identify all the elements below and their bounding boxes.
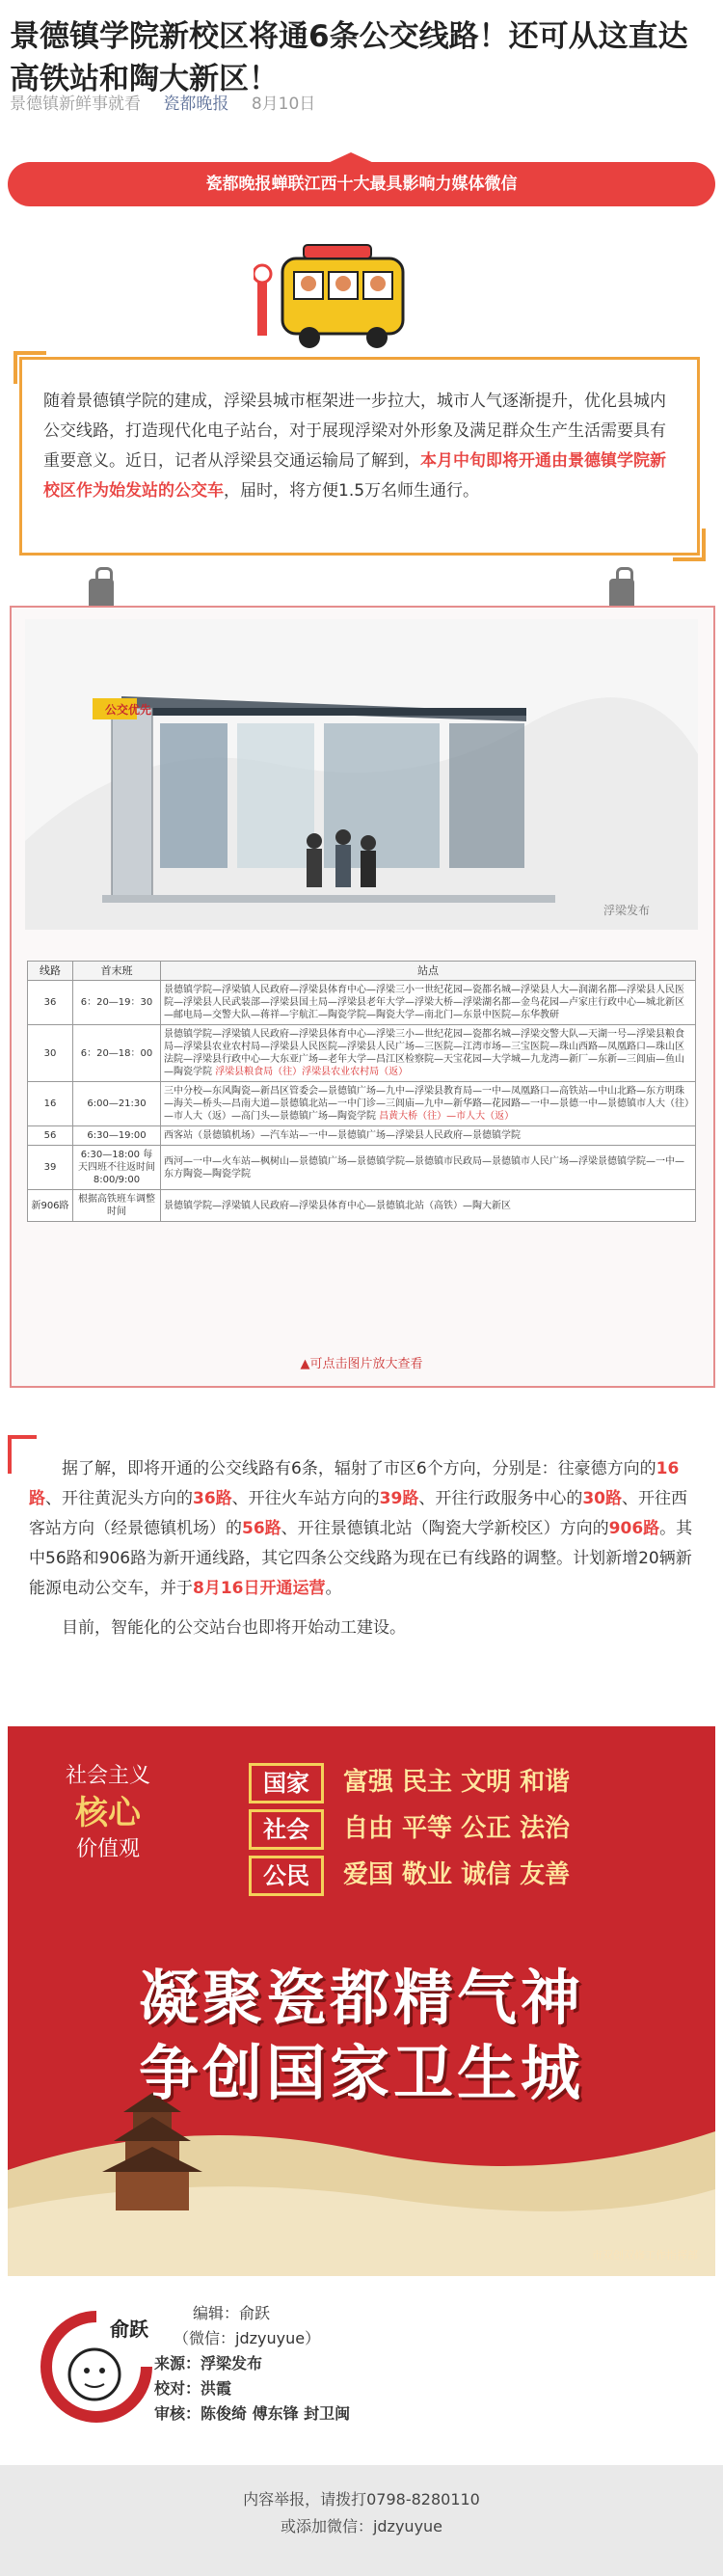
route-39-highlight: 39路 xyxy=(379,1489,419,1508)
route-time: 根据高铁班车调整时间 xyxy=(73,1190,161,1222)
text: 、开往黄泥头方向的 xyxy=(45,1489,193,1508)
footer-report xyxy=(0,2465,723,2576)
text: 、开往行政服务中心的 xyxy=(418,1489,583,1508)
logo-text: 俞跃 xyxy=(110,2318,148,2341)
values-row xyxy=(249,1759,673,1805)
article-meta xyxy=(10,90,333,114)
account-link[interactable]: 瓷都晚报 xyxy=(163,95,229,114)
media-banner: 瓷都晚报蝉联江西十大最具影响力媒体微信 xyxy=(8,162,715,206)
footer-report-wechat: 或添加微信：jdzyuyue xyxy=(280,2517,443,2535)
values-tag: 公民 xyxy=(249,1856,324,1896)
route-time: 6：20—18：00 xyxy=(73,1025,161,1082)
slogan-top: 社会主义 xyxy=(66,1764,151,1788)
paragraph-routes xyxy=(29,1454,694,1604)
intro-highlight: 本月中旬即将开通由景德镇学院新校区作为始发站的公交车 xyxy=(43,451,666,501)
table-row xyxy=(28,1126,696,1146)
col-line: 线路 xyxy=(28,962,73,981)
route-stops xyxy=(161,1126,696,1146)
review-line: 审核：陈俊绮 傅东锋 封卫闽 xyxy=(154,2404,351,2423)
route-stops xyxy=(161,1146,696,1190)
poster-credit: 市双创双修工作指挥部 xyxy=(592,2249,698,2262)
table-row xyxy=(28,981,696,1025)
article-body xyxy=(29,1454,694,1653)
col-stops: 站点 xyxy=(161,962,696,981)
values-row xyxy=(249,1852,673,1898)
table-header-row xyxy=(28,962,696,981)
article-title: 景德镇学院新校区将通6条公交线路！还可从这直达高铁站和陶大新区！ xyxy=(10,19,688,96)
values-list xyxy=(249,1759,673,1898)
values-tag: 社会 xyxy=(249,1809,324,1850)
slogan-big: 核心 xyxy=(75,1794,141,1832)
publish-date: 8月10日 xyxy=(251,95,316,114)
route-906-highlight: 906路 xyxy=(608,1519,660,1538)
route-stops xyxy=(161,981,696,1025)
paragraph-smart-stops: 目前，智能化的公交站台也即将开始动工建设。 xyxy=(62,1618,406,1638)
editor-name: 编辑：俞跃 xyxy=(193,2304,271,2322)
route-stops-text: 景德镇学院—浮梁镇人民政府—浮梁县体育中心—浮梁三小一世纪花园—瓷都名城—浮梁县人大—润湖名都—浮梁县人民医院—浮梁县人民武装部—浮梁县国土局—浮梁县老年大学—浮梁大桥—浮梁湖名都—金鸟花园—卢家庄行政中心—城北新区—邮电局—交警大队—蒋祥—宇航汇—陶瓷学院—陶瓷大学—南北门—东景中医院—东华教研 xyxy=(164,985,684,1020)
intro-text-part1: 随着景德镇学院的建成，浮梁县城市框架进一步拉大，城市人气逐渐提升，优化县城内公交线路，打造现代化电子站台，对于展现浮梁对外形象及满足群众生产生活需要具有重要意义。近日，记者从浮梁县交通运输局了解到， xyxy=(43,392,666,471)
footer-report-phone: 内容举报，请拨打0798-8280110 xyxy=(243,2490,480,2508)
intro-box xyxy=(19,357,700,556)
route-30-highlight: 30路 xyxy=(582,1489,623,1508)
route-stops-text: 三中分校—东风陶瓷—新昌区管委会—景德镇广场—九中—浮梁县教育局—一中—凤凰路口—高铁站—中山北路—东方明珠—海关—桥头—昌南大道—景德镇北站—一中门诊—三闾庙—九中—新华路—花园路—一中—景德一中—景德镇市人大（往）—市人大（返）—高门头—景德镇广场—陶瓷学院 xyxy=(164,1086,689,1122)
table-row xyxy=(28,1082,696,1126)
values-poster xyxy=(8,1726,715,2276)
route-stops-text: 西客站（景德镇机场）—汽车站—一中—景德镇广场—浮梁县人民政府—景德镇学院 xyxy=(164,1130,521,1141)
source-line: 来源：浮梁发布 xyxy=(154,2354,263,2373)
values-text: 富强 民主 文明 和谐 xyxy=(343,1768,571,1797)
poster-headline-2: 争创国家卫生城 xyxy=(138,2038,584,2108)
poster-headline-1: 凝聚瓷都精气神 xyxy=(138,1963,584,2033)
route-36-highlight: 36路 xyxy=(193,1489,232,1508)
photo-watermark: 浮梁发布 xyxy=(603,904,651,917)
values-tag: 国家 xyxy=(249,1763,324,1803)
route-time: 6：20—19：30 xyxy=(73,981,161,1025)
route-line: 39 xyxy=(28,1146,73,1190)
route-line: 30 xyxy=(28,1025,73,1082)
route-16-highlight: 16路 xyxy=(29,1459,680,1508)
text: 、开往景德镇北站（陶瓷大学新校区）方向的 xyxy=(281,1519,609,1538)
bus-stop-photo xyxy=(25,619,698,930)
route-stops xyxy=(161,1025,696,1082)
route-stops-highlight: 浮梁县粮食局（往）浮梁县农业农村局（返） xyxy=(215,1067,409,1077)
table-row xyxy=(28,1146,696,1190)
intro-text-part2: ，届时，将方便1.5万名师生通行。 xyxy=(224,481,480,501)
route-line: 36 xyxy=(28,981,73,1025)
col-time: 首末班 xyxy=(73,962,161,981)
route-stops-text: 景德镇学院—浮梁镇人民政府—浮梁县体育中心—景德镇北站（高铁）—陶大新区 xyxy=(164,1200,511,1211)
values-text: 自由 平等 公正 法治 xyxy=(343,1814,571,1843)
text: 、开往西客站方向（经景德镇机场）的 xyxy=(29,1489,688,1538)
text: 、开往火车站方向的 xyxy=(231,1489,380,1508)
route-56-highlight: 56路 xyxy=(242,1519,281,1538)
slogan-bottom: 价值观 xyxy=(76,1837,141,1861)
table-row xyxy=(28,1190,696,1222)
core-values-slogan xyxy=(66,1761,150,1865)
table-row xyxy=(28,1025,696,1082)
editor-logo-icon xyxy=(39,2307,154,2432)
route-stops-text: 景德镇学院—浮梁镇人民政府—浮梁县体育中心—浮梁三小—世纪花园—瓷都名城—浮梁交警大队—天湖一号—浮梁县粮食局—浮梁县农业农村局—浮梁县人民医院—浮梁县人民广场—三医院—江湾市场—三宝医院—珠山西路—凤凰路口—珠山区法院—浮梁县行政中心—大东亚广场—老年大学—昌江区检察院—天宝花园—大学城—九龙湾—新厂—东新—三闾庙—鱼山—陶瓷学院 xyxy=(164,1029,684,1077)
priority-sign-label: 公交优先 xyxy=(105,703,152,717)
values-row xyxy=(249,1805,673,1852)
route-line: 16 xyxy=(28,1082,73,1126)
editor-wechat: （微信：jdzyuyue） xyxy=(174,2329,321,2347)
tap-to-zoom-hint: ▲可点击图片放大查看 xyxy=(300,1357,423,1371)
editor-info xyxy=(0,2288,723,2452)
text: 。其中56路和906路为新开通线路，其它四条公交线路为现在已有线路的调整。计划新增20辆新能源电动公交车，并于 xyxy=(29,1519,693,1598)
text: 。 xyxy=(325,1579,342,1598)
route-stops xyxy=(161,1082,696,1126)
text: 据了解，即将开通的公交线路有6条，辐射了市区6个方向，分别是：往豪德方向的 xyxy=(62,1459,656,1478)
route-time: 6:00—21:30 xyxy=(73,1082,161,1126)
values-text: 爱国 敬业 诚信 友善 xyxy=(343,1860,571,1889)
route-time: 6:30—19:00 xyxy=(73,1126,161,1146)
author-name: 景德镇新鲜事就看 xyxy=(10,95,141,114)
route-table xyxy=(27,961,696,1222)
cartoon-bus-illustration xyxy=(254,239,427,355)
route-line: 56 xyxy=(28,1126,73,1146)
proof-line: 校对：洪霞 xyxy=(154,2379,232,2398)
launch-date-highlight: 8月16日开通运营 xyxy=(193,1579,326,1598)
route-stops-text: 西河—一中—火车站—枫树山—景德镇广场—景德镇学院—景德镇市民政局—景德镇市人民广场—浮梁景德镇学院—一中—东方陶瓷—陶瓷学院 xyxy=(164,1155,684,1180)
route-line: 新906路 xyxy=(28,1190,73,1222)
route-stops xyxy=(161,1190,696,1222)
route-time: 6:30—18:00 每天四班不往返时间8:00/9:00 xyxy=(73,1146,161,1190)
editor-lines xyxy=(154,2301,350,2427)
route-stops-highlight: 昌黄大桥（往）—市人大（返） xyxy=(379,1111,515,1122)
intro-text xyxy=(43,387,680,506)
